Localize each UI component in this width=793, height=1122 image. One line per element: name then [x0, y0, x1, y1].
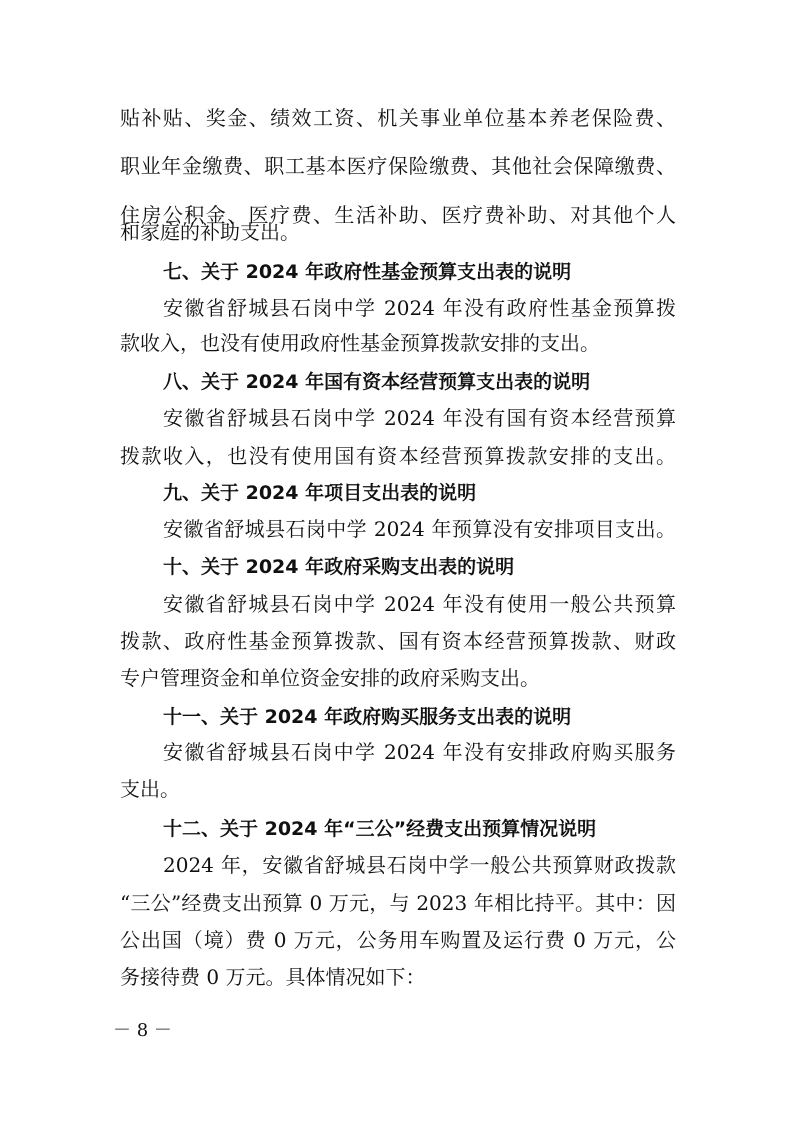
- page-number: － 8 －: [113, 1020, 172, 1041]
- paragraph-line: 务接待费 0 万元。具体情况如下：: [120, 965, 426, 989]
- section-heading-7: 七、关于 2024 年政府性基金预算支出表的说明: [163, 261, 572, 283]
- section-heading-10: 十、关于 2024 年政府采购支出表的说明: [163, 556, 515, 578]
- paragraph-line: “三公”经费支出预算 0 万元，与 2023 年相比持平。其中：因: [120, 891, 676, 915]
- paragraph-line: 贴补贴、奖金、绩效工资、机关事业单位基本养老保险费、: [120, 106, 676, 130]
- section-heading-8: 八、关于 2024 年国有资本经营预算支出表的说明: [163, 371, 591, 393]
- paragraph-line: 和家庭的补助支出。: [120, 220, 300, 244]
- section-heading-11: 十一、关于 2024 年政府购买服务支出表的说明: [163, 706, 572, 728]
- section-heading-12: 十二、关于 2024 年“三公”经费支出预算情况说明: [163, 818, 597, 840]
- paragraph-line: 安徽省舒城县石岗中学 2024 年预算没有安排项目支出。: [163, 517, 676, 541]
- section-heading-9: 九、关于 2024 年项目支出表的说明: [163, 482, 477, 504]
- paragraph-line: 公出国（境）费 0 万元，公务用车购置及运行费 0 万元，公: [120, 928, 676, 952]
- paragraph-line: 2024 年，安徽省舒城县石岗中学一般公共预算财政拨款: [163, 853, 676, 877]
- paragraph-line: 安徽省舒城县石岗中学 2024 年没有安排政府购买服务: [163, 740, 676, 764]
- paragraph-line: 专户管理资金和单位资金安排的政府采购支出。: [120, 666, 540, 690]
- paragraph-line: 安徽省舒城县石岗中学 2024 年没有使用一般公共预算: [163, 592, 676, 616]
- paragraph-line: 支出。: [120, 777, 180, 801]
- paragraph-line: 安徽省舒城县石岗中学 2024 年没有国有资本经营预算: [163, 406, 676, 430]
- paragraph-line: 安徽省舒城县石岗中学 2024 年没有政府性基金预算拨: [163, 296, 676, 320]
- paragraph-line: 职业年金缴费、职工基本医疗保险缴费、其他社会保障缴费、: [120, 154, 676, 178]
- paragraph-line: 住房公积金、医疗费、生活补助、医疗费补助、对其他个人: [120, 203, 676, 227]
- paragraph-line: 款收入，也没有使用政府性基金预算拨款安排的支出。: [120, 331, 600, 355]
- paragraph-line: 拨款收入，也没有使用国有资本经营预算拨款安排的支出。: [120, 444, 676, 468]
- paragraph-line: 拨款、政府性基金预算拨款、国有资本经营预算拨款、财政: [120, 629, 676, 653]
